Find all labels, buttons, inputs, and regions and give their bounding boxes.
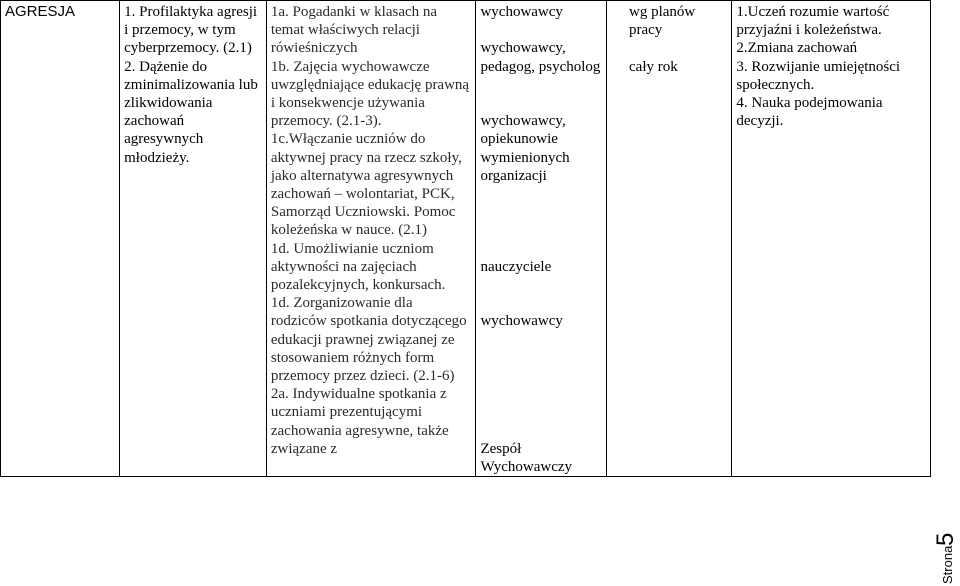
schedule-item: cały rok xyxy=(629,58,678,75)
activity-item: 1a. Pogadanki w klasach na temat właściwych relacji rówieśniczych xyxy=(270,4,438,57)
effects-text: 1.Uczeń rozumie wartość przyjaźni i koleżeństwa. 2.Zmiana zachowań 3. Rozwijanie umiejętności społecznych. 4. Nauka podejmowania decyzji. xyxy=(736,4,901,130)
category-cell xyxy=(1,1,120,477)
responsible-item: nauczyciele xyxy=(480,258,552,275)
responsible-item: wychowawcy, pedagog, psycholog xyxy=(480,40,601,75)
responsible-item: wychowawcy xyxy=(480,4,563,20)
page-footer-rotated xyxy=(931,0,960,586)
responsible-item: wychowawcy, opiekunowie wymienionych organizacji xyxy=(480,113,570,184)
spacer xyxy=(611,39,728,57)
spacer xyxy=(480,76,601,112)
spacer xyxy=(480,276,601,312)
spacer xyxy=(480,185,601,258)
goals-text: 1. Profilaktyka agresji i przemocy, w tym cyberprzemocy. (2.1) 2. Dążenie do zminimalizowania lub zlikwidowania zachowań agresywnych młodzieży. xyxy=(124,4,258,166)
effects-cell xyxy=(732,1,931,477)
responsible-item: Zespół Wychowawczy xyxy=(480,440,573,475)
activity-item: 1d. Umożliwianie uczniom aktywności na zajęciach pozalekcyjnych, konkursach. xyxy=(270,240,446,294)
page-footer xyxy=(931,0,960,586)
spacer xyxy=(480,21,601,39)
activity-item: 1d. Zorganizowanie dla rodziców spotkania dotyczącego edukacji prawnej związanej ze stosowaniem różnych form przemocy przez dzieci. (2.1-6) xyxy=(270,295,467,385)
goals-cell xyxy=(120,1,267,477)
schedule-item: wg planów pracy xyxy=(629,4,696,39)
category-label: AGRESJA xyxy=(5,3,76,20)
page-label: Strona xyxy=(940,545,955,584)
page-number: 5 xyxy=(932,532,959,546)
activities-cell xyxy=(266,1,476,477)
activity-item: 1c.Włączanie uczniów do aktywnej pracy na rzecz szkoły, jako alternatywa agresywnych zachowań – wolontariat, PCK, Samorząd Uczniowski. Pomoc koleżeńska w nauce. (2.1) xyxy=(270,131,462,239)
activity-item: 1b. Zajęcia wychowawcze uwzględniające edukację prawną i konsekwencje używania przemocy. (2.1-3). xyxy=(270,58,470,130)
spacer xyxy=(480,331,601,440)
activity-item: 2a. Indywidualne spotkania z uczniami prezentującymi zachowania agresywne, także związane z xyxy=(270,386,449,457)
schedule-cell xyxy=(606,1,732,477)
responsible-cell xyxy=(476,1,606,477)
responsible-item: wychowawcy xyxy=(480,313,563,330)
table-row xyxy=(1,1,931,477)
